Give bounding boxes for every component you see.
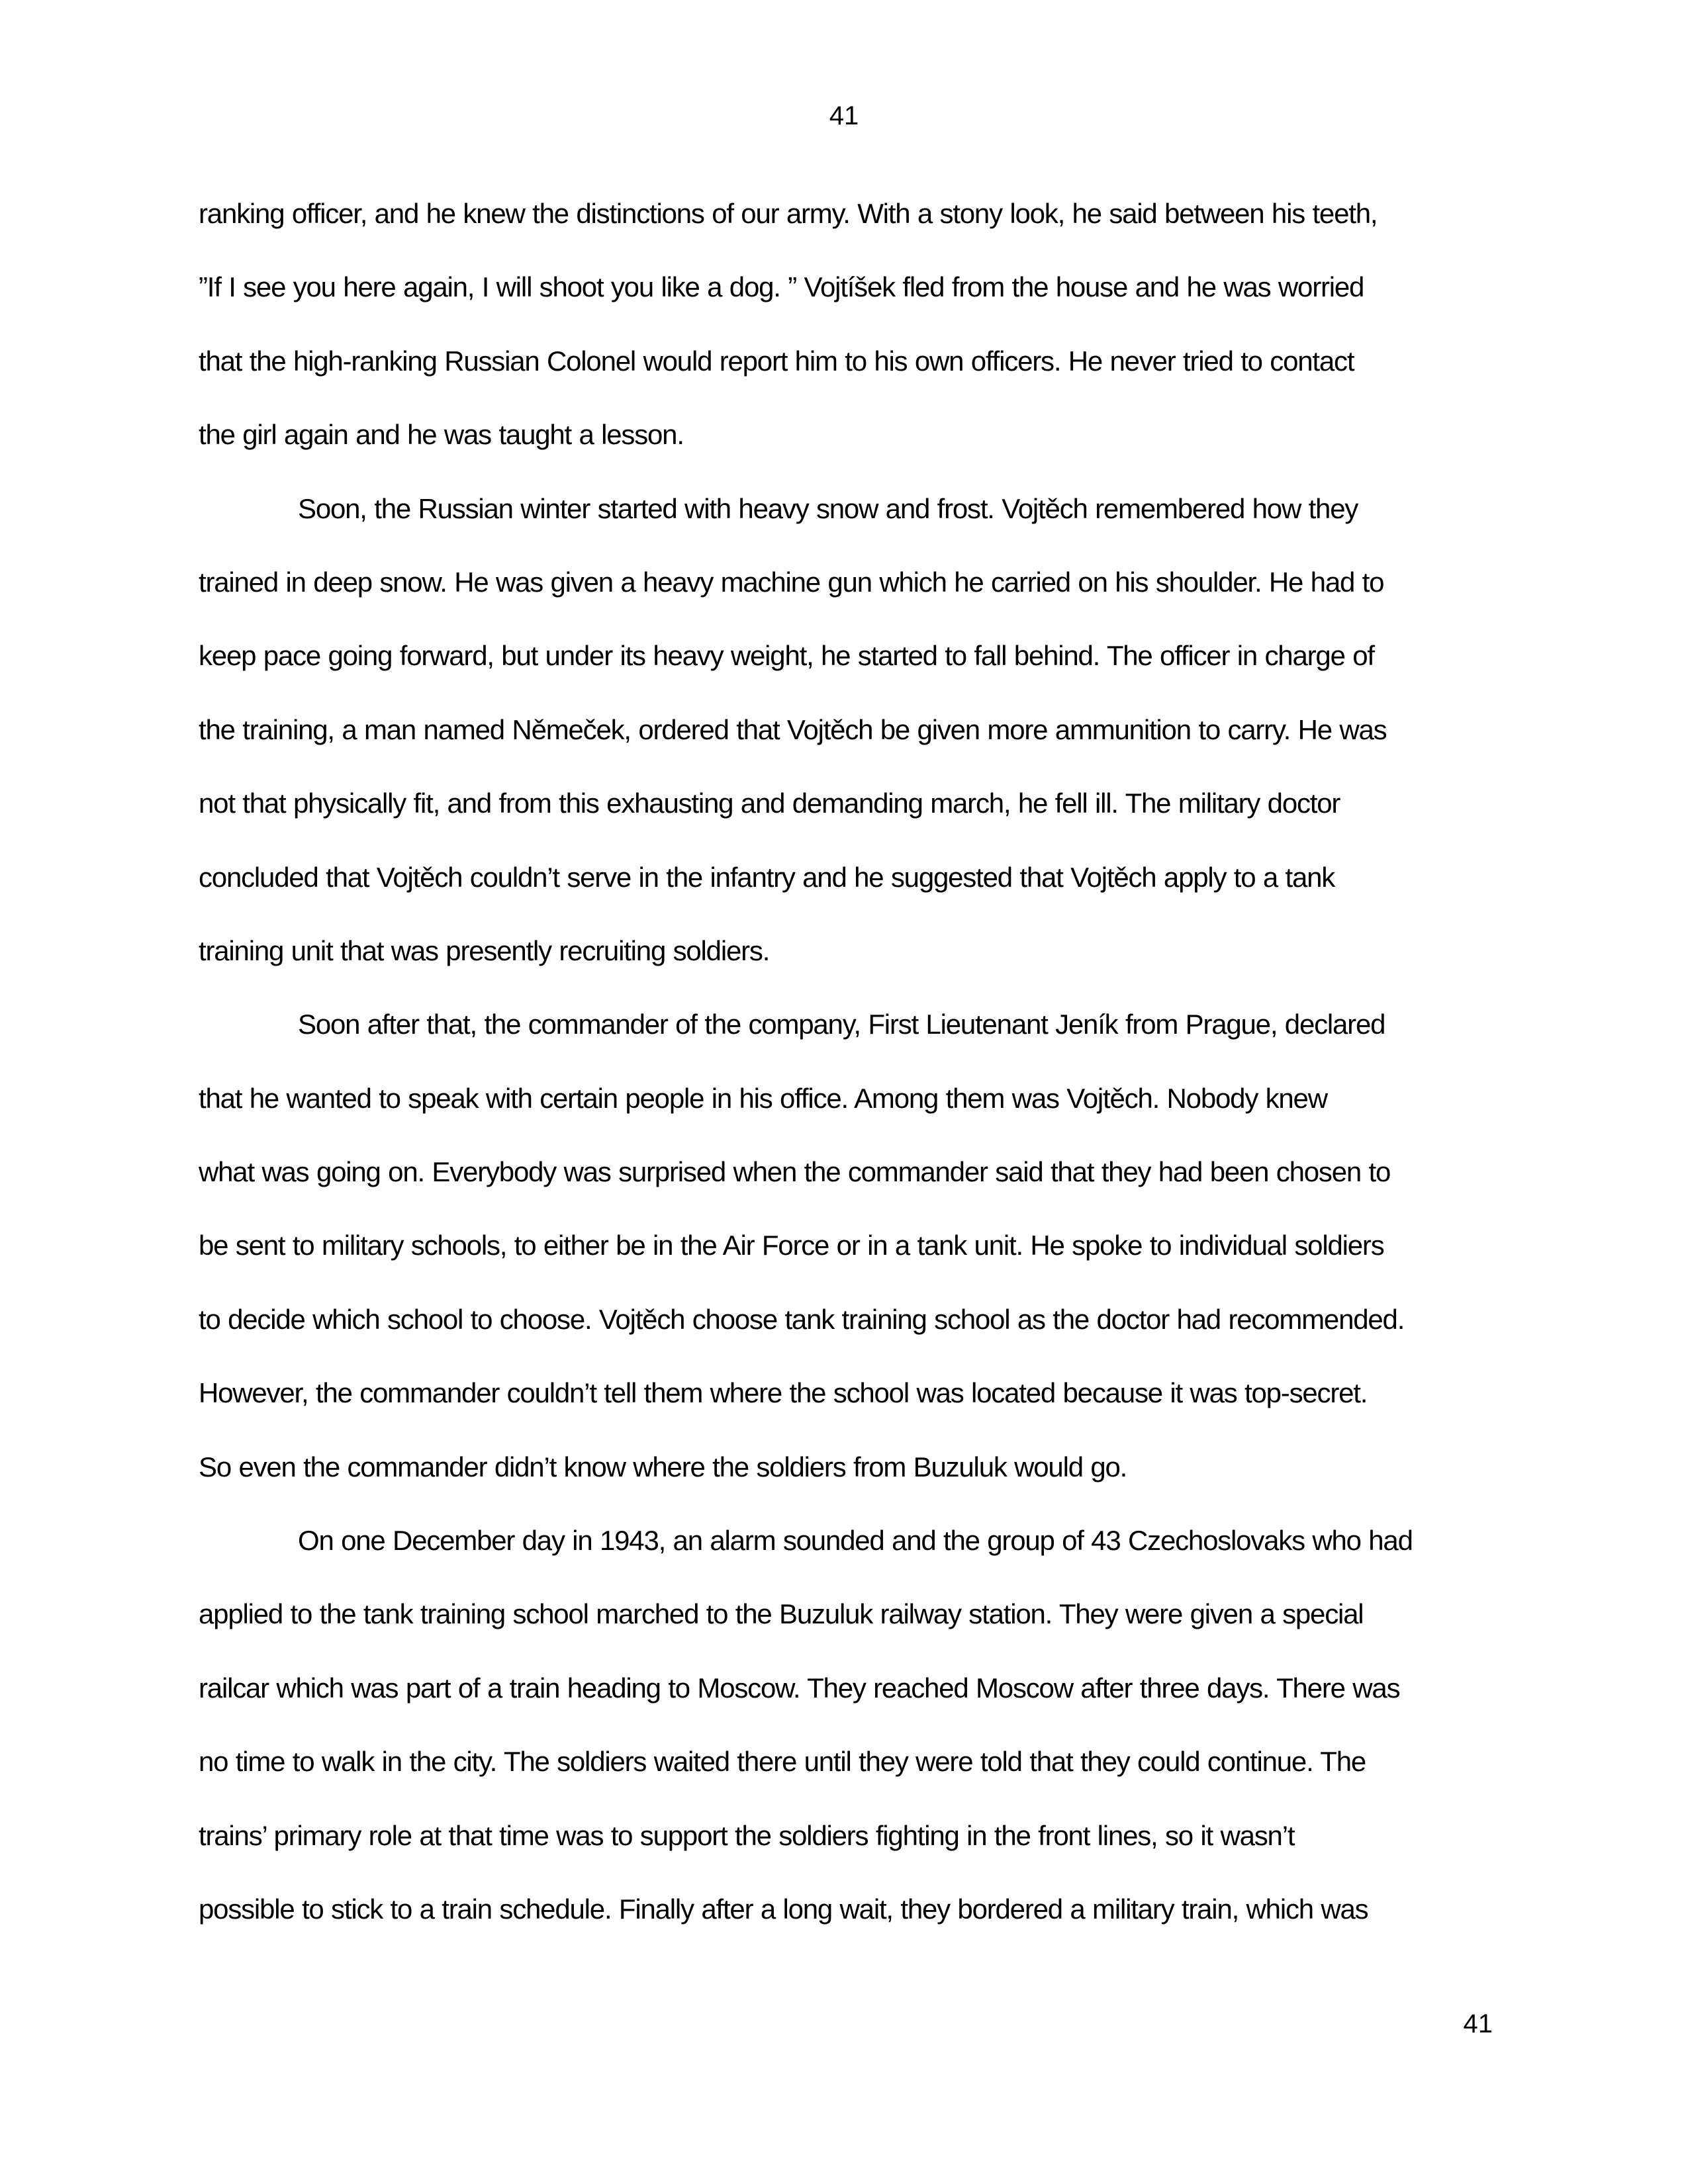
text-line: to decide which school to choose. Vojtěch choose tank training school as the doctor had recommended. xyxy=(199,1303,1405,1335)
text-line: ”If I see you here again, I will shoot you like a dog. ” Vojtíšek fled from the house and he was worried xyxy=(199,271,1364,303)
text-line: be sent to military schools, to either be in the Air Force or in a tank unit. He spoke to individual soldiers xyxy=(199,1230,1384,1261)
text-line: possible to stick to a train schedule. Finally after a long wait, they bordered a military train, which was xyxy=(199,1893,1368,1925)
text-line: the girl again and he was taught a lesson. xyxy=(199,419,684,451)
paragraph-first-line: On one December day in 1943, an alarm sounded and the group of 43 Czechoslovaks who had xyxy=(298,1525,1413,1557)
text-line: ranking officer, and he knew the distinctions of our army. With a stony look, he said between his teeth, xyxy=(199,198,1378,229)
text-line: not that physically fit, and from this exhausting and demanding march, he fell ill. The military doctor xyxy=(199,788,1340,819)
paragraph-first-line: Soon, the Russian winter started with heavy snow and frost. Vojtěch remembered how they xyxy=(298,492,1358,524)
paragraph-first-line: Soon after that, the commander of the company, First Lieutenant Jeník from Prague, declared xyxy=(298,1009,1385,1040)
text-line: training unit that was presently recruiting soldiers. xyxy=(199,934,770,966)
text-line: So even the commander didn’t know where the soldiers from Buzuluk would go. xyxy=(199,1451,1127,1482)
text-line: trained in deep snow. He was given a heavy machine gun which he carried on his shoulder. He had to xyxy=(199,566,1384,598)
body-text xyxy=(199,197,1496,1966)
text-line: no time to walk in the city. The soldiers waited there until they were told that they could continue. The xyxy=(199,1746,1366,1778)
text-line: keep pace going forward, but under its heavy weight, he started to fall behind. The officer in charge of xyxy=(199,640,1374,672)
text-line: applied to the tank training school marched to the Buzuluk railway station. They were given a special xyxy=(199,1598,1364,1630)
text-line: However, the commander couldn’t tell them where the school was located because it was top-secret. xyxy=(199,1377,1368,1409)
text-line: concluded that Vojtěch couldn’t serve in the infantry and he suggested that Vojtěch apply to a tank xyxy=(199,861,1335,893)
text-line: that the high-ranking Russian Colonel would report him to his own officers. He never tried to contact xyxy=(199,345,1354,377)
text-line: that he wanted to speak with certain people in his office. Among them was Vojtěch. Nobody knew xyxy=(199,1082,1327,1114)
text-line: trains’ primary role at that time was to support the soldiers fighting in the front lines, so it wasn’t xyxy=(199,1819,1295,1851)
text-line: the training, a man named Němeček, ordered that Vojtěch be given more ammunition to carry. He was xyxy=(199,713,1387,745)
text-line: what was going on. Everybody was surprised when the commander said that they had been chosen to xyxy=(199,1156,1391,1188)
header-page-number: 41 xyxy=(829,101,859,130)
text-line: railcar which was part of a train heading to Moscow. They reached Moscow after three days. There was xyxy=(199,1672,1400,1704)
footer-page-number: 41 xyxy=(1463,2009,1493,2038)
